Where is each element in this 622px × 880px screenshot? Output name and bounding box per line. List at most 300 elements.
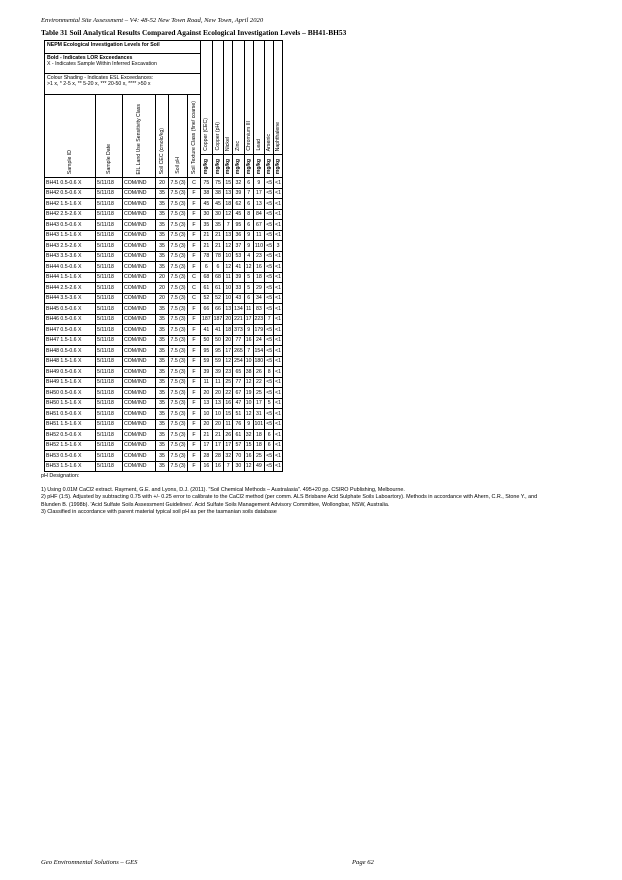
unit-cell: mg/kg [253, 155, 265, 178]
table-cell: 35 [156, 377, 169, 388]
table-cell: BH53 0.5-0.6 X [45, 451, 96, 462]
table-row [45, 325, 283, 336]
table-cell: BH53 1.5-1.6 X [45, 461, 96, 472]
note-2: 2) pHF (1:5). Adjusted by subtracting 0.75 with +/- 0.25 error to calibrate to the CaCl2 method (per comm. ALS Brisbane Acid Sulphate Soils Laboartory). Methods in accordance with Ahern, C.R., Stone Y., and Blunden B. (1998b). 'Acid Sulfate Soils Assessment Guidelines'. Acid Sulfate Soils Management Advisory Committee, Wollongbar, NSW, Australia. [41, 494, 538, 508]
table-cell: <1 [274, 272, 283, 283]
table-cell: 11 [212, 377, 224, 388]
table-cell: <1 [274, 430, 283, 441]
table-cell: <1 [274, 178, 283, 189]
table-cell: 10 [224, 283, 233, 294]
table-cell: 18 [224, 199, 233, 210]
col-header-12: Arsenic [265, 41, 274, 155]
table-row [45, 178, 283, 189]
table-cell: 17 [253, 188, 265, 199]
table-cell: F [188, 304, 201, 315]
table-cell: <1 [274, 293, 283, 304]
table-cell: 5/11/18 [96, 398, 123, 409]
table-cell: 7.5 (3) [169, 220, 188, 231]
table-cell: 19 [244, 388, 253, 399]
table-cell: 180 [253, 356, 265, 367]
table-cell: <5 [265, 461, 274, 472]
table-cell: 35 [156, 356, 169, 367]
table-cell: 28 [201, 451, 213, 462]
table-cell: 23 [224, 367, 233, 378]
table-cell: <1 [274, 409, 283, 420]
table-cell: 16 [244, 335, 253, 346]
table-cell: COM/IND [123, 377, 156, 388]
table-cell: C [188, 272, 201, 283]
legend-bold-note: Bold - Indicates LOR Exceedances [47, 55, 133, 61]
table-cell: 6 [212, 262, 224, 273]
table-cell: 15 [224, 409, 233, 420]
table-cell: <5 [265, 178, 274, 189]
table-cell: <5 [265, 272, 274, 283]
table-cell: 5/11/18 [96, 304, 123, 315]
table-cell: 41 [233, 262, 245, 273]
table-cell: <1 [274, 461, 283, 472]
table-cell: 17 [244, 314, 253, 325]
table-cell: BH50 1.5-1.6 X [45, 398, 96, 409]
unit-cell: mg/kg [201, 155, 213, 178]
table-cell: 50 [201, 335, 213, 346]
table-cell: BH49 1.5-1.6 X [45, 377, 96, 388]
legend-row-heading [45, 41, 283, 54]
table-cell: 65 [233, 367, 245, 378]
table-cell: 57 [233, 440, 245, 451]
table-cell: BH44 0.5-0.6 X [45, 262, 96, 273]
table-cell: 77 [233, 335, 245, 346]
table-cell: <5 [265, 293, 274, 304]
table-cell: 110 [253, 241, 265, 252]
table-cell: 21 [201, 430, 213, 441]
table-cell: 35 [156, 188, 169, 199]
table-cell: 39 [212, 367, 224, 378]
table-cell: 35 [156, 398, 169, 409]
table-cell: <1 [274, 440, 283, 451]
legend-x-note: X - Indicates Sample Within Inferred Excavation [47, 61, 157, 67]
table-cell: 5/11/18 [96, 356, 123, 367]
table-cell: 7.5 (3) [169, 398, 188, 409]
table-cell: <1 [274, 451, 283, 462]
table-cell: 13 [212, 398, 224, 409]
table-cell: BH44 3.5-3.6 X [45, 293, 96, 304]
table-cell: 11 [224, 272, 233, 283]
table-cell: 7 [224, 461, 233, 472]
table-cell: 9 [244, 241, 253, 252]
table-cell: 5/11/18 [96, 325, 123, 336]
table-cell: 24 [253, 335, 265, 346]
table-cell: COM/IND [123, 209, 156, 220]
table-cell: COM/IND [123, 188, 156, 199]
table-cell: 35 [156, 430, 169, 441]
table-cell: 13 [253, 199, 265, 210]
table-cell: COM/IND [123, 367, 156, 378]
table-cell: 35 [156, 451, 169, 462]
table-row [45, 356, 283, 367]
table-cell: <1 [274, 283, 283, 294]
table-cell: <1 [274, 314, 283, 325]
table-cell: C [188, 293, 201, 304]
note-3: 3) Classified in accordance with parent material typical soil pH as per the tasmanian soils database [41, 508, 277, 515]
table-cell: 35 [156, 241, 169, 252]
table-cell: BH43 1.5-1.6 X [45, 230, 96, 241]
table-cell: BH44 1.5-1.6 X [45, 272, 96, 283]
table-row [45, 262, 283, 273]
table-cell: 76 [233, 419, 245, 430]
table-cell: 5/11/18 [96, 262, 123, 273]
table-cell: 95 [201, 346, 213, 357]
table-cell: 18 [253, 430, 265, 441]
table-cell: 7.5 (3) [169, 409, 188, 420]
table-cell: <1 [274, 346, 283, 357]
table-cell: BH47 0.5-0.6 X [45, 325, 96, 336]
table-cell: BH42 2.5-2.6 X [45, 209, 96, 220]
table-cell: <1 [274, 356, 283, 367]
table-cell: BH47 1.5-1.6 X [45, 335, 96, 346]
table-cell: F [188, 209, 201, 220]
table-cell: 5/11/18 [96, 451, 123, 462]
table-cell: 16 [224, 398, 233, 409]
unit-cell: mg/kg [244, 155, 253, 178]
table-cell: 39 [233, 188, 245, 199]
table-cell: F [188, 461, 201, 472]
table-cell: <1 [274, 199, 283, 210]
table-cell: COM/IND [123, 230, 156, 241]
table-cell: 17 [253, 398, 265, 409]
results-table [44, 40, 283, 472]
table-row [45, 314, 283, 325]
table-cell: 20 [156, 178, 169, 189]
table-cell: 35 [156, 199, 169, 210]
table-cell: 35 [156, 230, 169, 241]
table-cell: 66 [212, 304, 224, 315]
table-cell: 187 [212, 314, 224, 325]
table-cell: <5 [265, 451, 274, 462]
table-cell: 17 [224, 346, 233, 357]
table-cell: <5 [265, 335, 274, 346]
table-cell: 35 [201, 220, 213, 231]
table-cell: 35 [156, 304, 169, 315]
table-cell: <5 [265, 377, 274, 388]
table-cell: BH51 0.5-0.6 X [45, 409, 96, 420]
table-cell: BH50 0.5-0.6 X [45, 388, 96, 399]
table-cell: F [188, 356, 201, 367]
table-cell: 20 [224, 335, 233, 346]
table-cell: 9 [244, 325, 253, 336]
table-cell: 17 [224, 440, 233, 451]
table-cell: 25 [253, 451, 265, 462]
table-cell: 5/11/18 [96, 241, 123, 252]
table-cell: 32 [244, 430, 253, 441]
table-cell: <5 [265, 388, 274, 399]
col-header-8: Nickel [224, 41, 233, 155]
table-cell: 12 [224, 356, 233, 367]
table-cell: <5 [265, 419, 274, 430]
table-cell: 5/11/18 [96, 367, 123, 378]
table-cell: C [188, 178, 201, 189]
table-cell: 95 [212, 346, 224, 357]
table-cell: 38 [244, 367, 253, 378]
table-cell: 8 [265, 367, 274, 378]
table-cell: 7.5 (3) [169, 283, 188, 294]
table-cell: 35 [156, 262, 169, 273]
table-cell: BH45 0.5-0.6 X [45, 304, 96, 315]
table-cell: 6 [244, 293, 253, 304]
table-cell: 7.5 (3) [169, 251, 188, 262]
table-cell: 12 [244, 262, 253, 273]
table-cell: 35 [156, 440, 169, 451]
table-cell: 39 [233, 272, 245, 283]
table-cell: 52 [212, 293, 224, 304]
table-cell: BH42 0.5-0.6 X [45, 188, 96, 199]
table-cell: 20 [212, 419, 224, 430]
table-cell: 10 [201, 409, 213, 420]
table-cell: 179 [253, 325, 265, 336]
table-cell: <5 [265, 262, 274, 273]
table-cell: 187 [201, 314, 213, 325]
table-cell: BH52 0.5-0.6 X [45, 430, 96, 441]
table-cell: 35 [156, 388, 169, 399]
table-cell: 35 [156, 209, 169, 220]
unit-cell: mg/kg [265, 155, 274, 178]
table-cell: <5 [265, 241, 274, 252]
col-header-7: Copper (pH) [212, 41, 224, 155]
table-cell: 12 [224, 241, 233, 252]
table-cell: 77 [233, 377, 245, 388]
table-row [45, 230, 283, 241]
table-cell: 33 [233, 283, 245, 294]
table-cell: COM/IND [123, 430, 156, 441]
table-cell: 5/11/18 [96, 388, 123, 399]
unit-cell: mg/kg [233, 155, 245, 178]
table-cell: 35 [156, 419, 169, 430]
table-cell: 7.5 (3) [169, 377, 188, 388]
table-cell: 7.5 (3) [169, 346, 188, 357]
table-cell: 38 [201, 188, 213, 199]
table-cell: 59 [201, 356, 213, 367]
table-cell: 16 [212, 461, 224, 472]
table-cell: 38 [212, 188, 224, 199]
legend-notes [45, 54, 201, 74]
table-cell: COM/IND [123, 272, 156, 283]
table-cell: BH49 0.5-0.6 X [45, 367, 96, 378]
table-cell: 5/11/18 [96, 230, 123, 241]
table-cell: 37 [233, 241, 245, 252]
table-cell: F [188, 262, 201, 273]
ph-designation-label: pH Designation: [41, 473, 80, 479]
table-cell: F [188, 220, 201, 231]
table-title: Table 31 Soil Analytical Results Compared Against Ecological Investigation Levels – BH41-BH53 [41, 28, 347, 37]
note-1: 1) Using 0.01M CaCl2 extract. Rayment, G.E. and Lyons, D.J. (2011). "Soil Chemical Methods – Australasia". 495+20 pp. CSIRO Publishing, Melbourne. [41, 487, 405, 494]
table-cell: 13 [201, 398, 213, 409]
table-cell: 10 [224, 293, 233, 304]
table-cell: F [188, 230, 201, 241]
table-cell: 7 [265, 314, 274, 325]
table-cell: 5/11/18 [96, 283, 123, 294]
table-cell: COM/IND [123, 251, 156, 262]
unit-cell: mg/kg [224, 155, 233, 178]
table-cell: BH43 2.5-2.6 X [45, 241, 96, 252]
table-cell: <1 [274, 220, 283, 231]
table-cell: <1 [274, 209, 283, 220]
table-cell: 7.5 (3) [169, 430, 188, 441]
table-cell: 373 [233, 325, 245, 336]
table-cell: 67 [253, 220, 265, 231]
table-cell: F [188, 188, 201, 199]
table-cell: 221 [233, 314, 245, 325]
table-row [45, 293, 283, 304]
table-cell: 20 [201, 388, 213, 399]
table-cell: 62 [233, 199, 245, 210]
table-cell: F [188, 241, 201, 252]
running-header: Environmental Site Assessment – V4: 48-52 New Town Road, New Town, April 2020 [41, 17, 264, 24]
table-cell: 7 [224, 220, 233, 231]
table-cell: <5 [265, 304, 274, 315]
table-cell: 32 [233, 178, 245, 189]
table-cell: 11 [253, 230, 265, 241]
legend-shading-note: Colour Shading - Indicates ESL Exceedances: [47, 75, 154, 81]
notes-section [41, 473, 553, 516]
table-cell: 35 [156, 335, 169, 346]
table-cell: <1 [274, 188, 283, 199]
table-cell: 30 [233, 461, 245, 472]
table-cell: 31 [253, 409, 265, 420]
table-cell: 16 [244, 451, 253, 462]
table-cell: 11 [244, 304, 253, 315]
table-cell: 41 [201, 325, 213, 336]
table-row [45, 346, 283, 357]
table-cell: 29 [253, 283, 265, 294]
footer-page-number: Page 62 [352, 859, 374, 866]
table-cell: 223 [253, 314, 265, 325]
table-cell: 6 [244, 178, 253, 189]
table-row [45, 188, 283, 199]
table-cell: 61 [201, 283, 213, 294]
table-cell: COM/IND [123, 304, 156, 315]
col-header-11: Lead [253, 41, 265, 155]
table-cell: 7.5 (3) [169, 440, 188, 451]
col-header-4: Soil pH [169, 95, 188, 178]
table-cell: 83 [253, 304, 265, 315]
table-cell: 35 [156, 220, 169, 231]
table-cell: 13 [224, 188, 233, 199]
table-cell: 7 [244, 188, 253, 199]
table-cell: 20 [201, 419, 213, 430]
table-cell: BH42 1.5-1.6 X [45, 199, 96, 210]
table-cell: 50 [212, 335, 224, 346]
table-cell: 35 [156, 461, 169, 472]
table-cell: 16 [253, 262, 265, 273]
table-cell: F [188, 430, 201, 441]
table-cell: 12 [244, 409, 253, 420]
table-cell: 26 [224, 430, 233, 441]
table-cell: 7.5 (3) [169, 356, 188, 367]
table-cell: 52 [201, 293, 213, 304]
table-cell: 5/11/18 [96, 461, 123, 472]
table-cell: <1 [274, 388, 283, 399]
table-cell: <5 [265, 199, 274, 210]
table-row [45, 409, 283, 420]
table-cell: 101 [253, 419, 265, 430]
table-cell: COM/IND [123, 335, 156, 346]
table-cell: 45 [201, 199, 213, 210]
table-cell: <5 [265, 251, 274, 262]
table-cell: 12 [244, 377, 253, 388]
table-cell: 5/11/18 [96, 346, 123, 357]
table-cell: 20 [156, 283, 169, 294]
table-cell: 20 [224, 314, 233, 325]
table-cell: COM/IND [123, 325, 156, 336]
table-row [45, 440, 283, 451]
col-header-0: Sample ID [45, 95, 96, 178]
table-cell: 5/11/18 [96, 440, 123, 451]
table-cell: F [188, 419, 201, 430]
table-cell: BH43 0.5-0.6 X [45, 220, 96, 231]
table-cell: COM/IND [123, 451, 156, 462]
table-cell: COM/IND [123, 283, 156, 294]
table-cell: 4 [244, 251, 253, 262]
table-cell: 30 [212, 209, 224, 220]
table-cell: 25 [253, 388, 265, 399]
legend-shading-scale: >1 x, * 2-5 x, ** 5-20 x, *** 20-50 x, **** >50 x [47, 81, 151, 87]
table-cell: 7.5 (3) [169, 230, 188, 241]
table-cell: 59 [212, 356, 224, 367]
table-cell: F [188, 346, 201, 357]
table-cell: 34 [253, 293, 265, 304]
table-cell: <1 [274, 367, 283, 378]
table-cell: 70 [233, 451, 245, 462]
table-cell: 12 [224, 209, 233, 220]
table-cell: COM/IND [123, 461, 156, 472]
table-cell: 20 [212, 388, 224, 399]
table-cell: 36 [233, 230, 245, 241]
table-cell: 35 [212, 220, 224, 231]
table-row [45, 461, 283, 472]
table-cell: 5/11/18 [96, 272, 123, 283]
table-cell: 95 [233, 220, 245, 231]
table-cell: 7.5 (3) [169, 335, 188, 346]
table-row [45, 430, 283, 441]
table-cell: COM/IND [123, 199, 156, 210]
table-cell: <5 [265, 346, 274, 357]
table-cell: 22 [224, 388, 233, 399]
table-cell: <5 [265, 283, 274, 294]
table-row [45, 451, 283, 462]
table-cell: 5/11/18 [96, 220, 123, 231]
table-cell: 11 [201, 377, 213, 388]
table-cell: 12 [244, 461, 253, 472]
table-cell: COM/IND [123, 440, 156, 451]
table-cell: 68 [201, 272, 213, 283]
table-cell: 7.5 (3) [169, 304, 188, 315]
table-cell: <1 [274, 325, 283, 336]
table-cell: 51 [233, 409, 245, 420]
unit-cell: mg/kg [274, 155, 283, 178]
table-cell: BH41 0.5-0.6 X [45, 178, 96, 189]
table-cell: <5 [265, 325, 274, 336]
table-cell: 5/11/18 [96, 188, 123, 199]
table-cell: F [188, 440, 201, 451]
table-row [45, 272, 283, 283]
table-cell: COM/IND [123, 262, 156, 273]
col-header-10: Chromium III [244, 41, 253, 155]
table-cell: COM/IND [123, 398, 156, 409]
table-cell: COM/IND [123, 178, 156, 189]
table-cell: COM/IND [123, 346, 156, 357]
table-cell: 21 [201, 241, 213, 252]
table-cell: 23 [253, 251, 265, 262]
table-row [45, 335, 283, 346]
